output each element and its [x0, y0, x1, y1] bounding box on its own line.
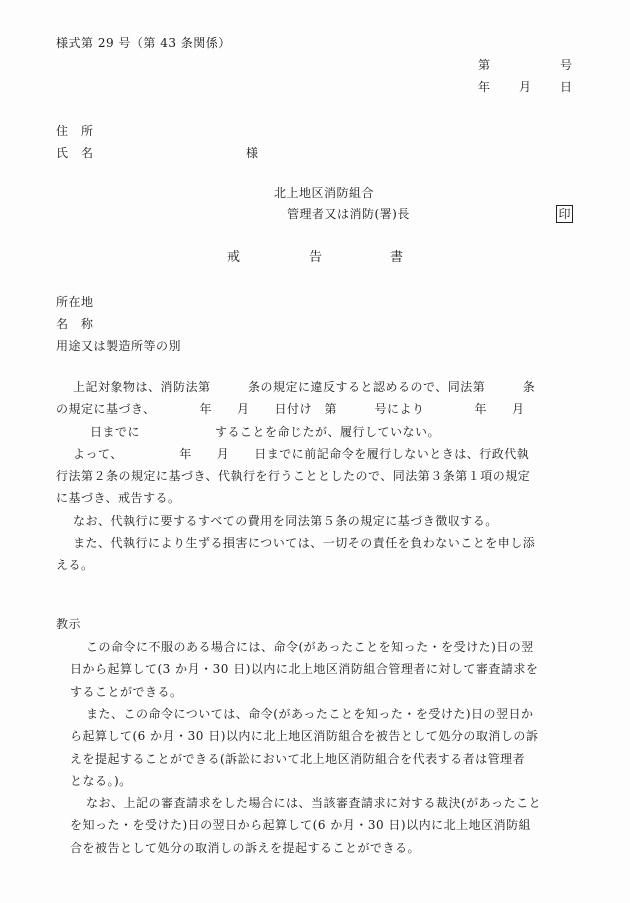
notice-line: となる。)。 — [70, 774, 132, 788]
date-month: 月 — [519, 80, 532, 94]
object-name-label: 名 称 — [56, 317, 94, 331]
body-line: 上記対象物は、消防法第 条の規定に違反すると認めるので、同法第 条 — [73, 380, 536, 394]
notice-line: ら起算して(6 か月・30 日)以内に北上地区消防組合を被告として処分の取消しの訴 — [70, 729, 539, 743]
doc-title-char-1: 戒 — [227, 250, 241, 265]
body-line: に基づき、戒告する。 — [56, 491, 181, 505]
seal-stamp-box: 印 — [556, 205, 573, 223]
notice-line: この命令に不服のある場合には、命令(があったことを知った・を受けた)日の翌 — [86, 640, 534, 654]
issuer-organization: 北上地区消防組合 — [274, 186, 375, 200]
date-year: 年 — [478, 80, 491, 94]
doc-number-dai: 第 — [478, 58, 491, 72]
notice-line: を知った・を受けた)日の翌日から起算して(6 か月・30 日)以内に北上地区消防組 — [70, 818, 532, 832]
doc-title-char-3: 書 — [390, 250, 404, 265]
body-line: よって、 年 月 日までに前記命令を履行しないときは、行政代執 — [73, 447, 530, 461]
object-location-label: 所在地 — [56, 295, 94, 309]
notice-line: することができる。 — [70, 685, 183, 699]
date-day: 日 — [560, 80, 573, 94]
object-use-label: 用途又は製造所等の別 — [56, 339, 182, 353]
notice-line: 合を被告として処分の取消しの訴えを提起することができる。 — [70, 841, 421, 855]
body-line: また、代執行により生ずる損害については、一切その責任を負わないことを申し添 — [73, 536, 536, 550]
notice-heading: 教示 — [56, 617, 82, 631]
recipient-name-label: 氏 名 — [56, 146, 94, 160]
body-line: なお、代執行に要するすべての費用を同法第５条の規定に基づき徴収する。 — [73, 514, 498, 528]
notice-line: なお、上記の審査請求をした場合には、当該審査請求に対する裁決(があったこと — [86, 796, 542, 810]
notice-line: また、この命令については、命令(があったことを知った・を受けた)日の翌日か — [86, 707, 534, 721]
body-line: 行法第２条の規定に基づき、代執行を行うこととしたので、同法第３条第１項の規定 — [56, 469, 531, 483]
form-number: 様式第 29 号（第 43 条関係） — [56, 36, 231, 50]
body-line: 日までに することを命じたが、履行していない。 — [90, 425, 441, 439]
notice-line: えを提起することができる(訴訟において北上地区消防組合を代表する者は管理者 — [70, 752, 526, 766]
body-line: える。 — [56, 558, 94, 572]
notice-line: 日から起算して(3 か月・30 日)以内に北上地区消防組合管理者に対して審査請求を — [70, 662, 539, 676]
recipient-honorific: 様 — [246, 146, 259, 160]
doc-number-go: 号 — [560, 58, 573, 72]
recipient-address-label: 住 所 — [56, 124, 94, 138]
doc-title-char-2: 告 — [309, 250, 323, 265]
body-line: の規定に基づき、 年 月 日付け 第 号により 年 月 — [56, 402, 525, 416]
issuer-title: 管理者又は消防(署)長 — [287, 207, 410, 221]
